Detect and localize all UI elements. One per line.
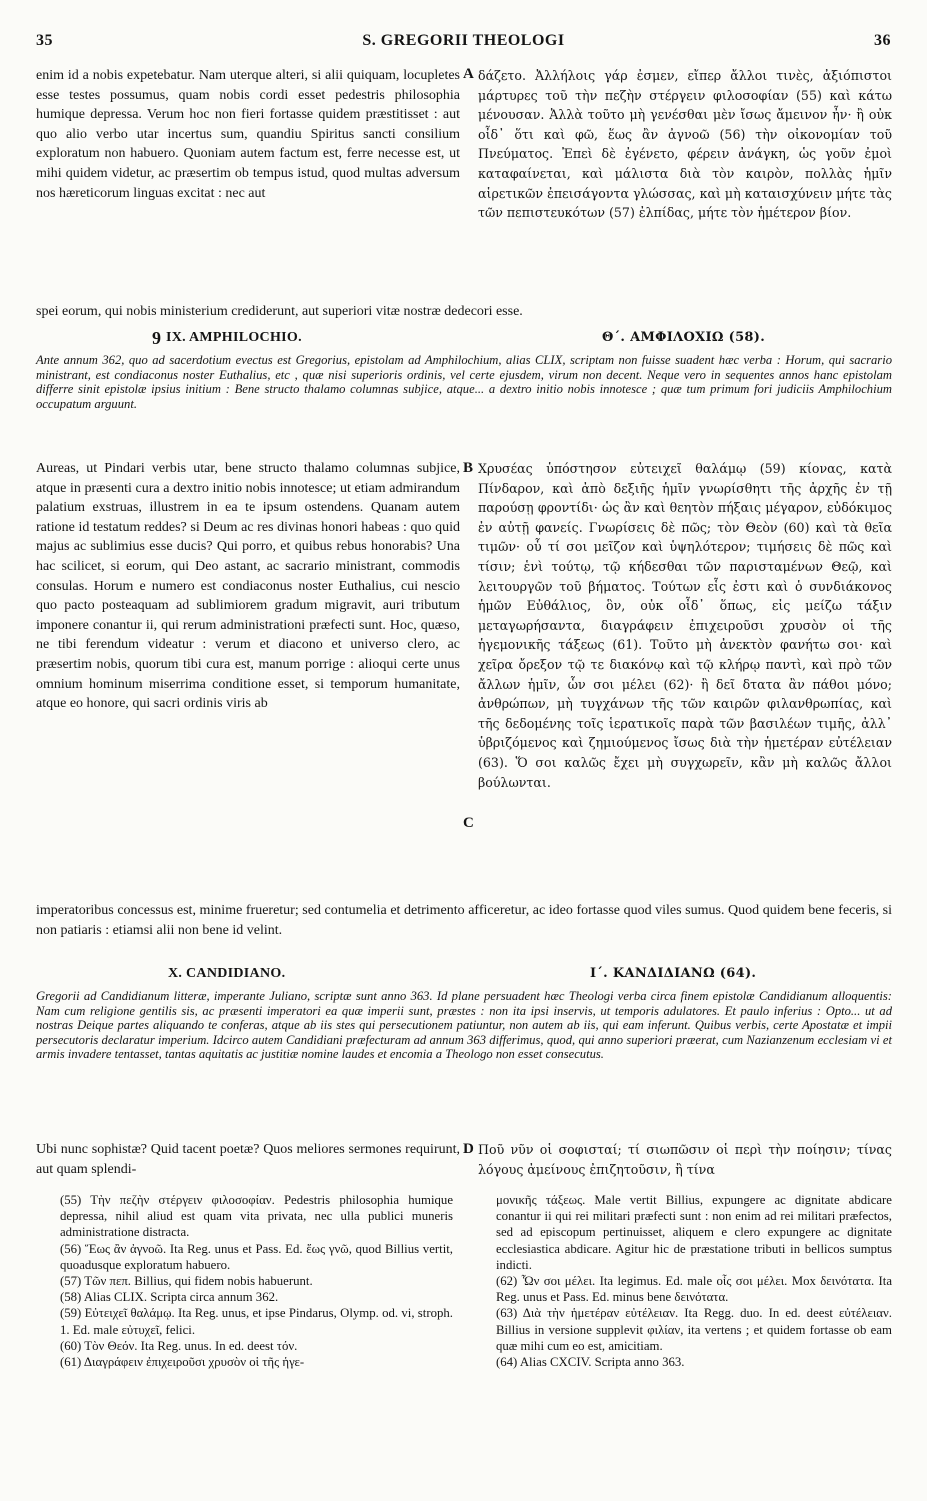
letter9-latin-column: Aureas, ut Pindari verbis utar, bene structo thalamo columnas subjice, atque in præsenti cura a dextro initio nobis innotesce; ut etiam admirandum palatium exstruas, illustrem in ea te ipsum ostendens. Quanam autem ratione id testatum reddes? si Deum ac res divinas honori habeas : quo quid majus ac sublimius esse ducis? Qui porro, et quibus rebus honorabis? Una hac scilicet, si eorum, qui Deo astant, ac sacrario ministrant, commodis consulas. Horum e numero est condiaconus noster Euthalius, cui nescio quo pacto posteaquam ad sublimiorem gradum migravit, auri tributum imponere conantur ii, qui rerum administrationi præfecti sunt. Hoc, quæso, ne tibi ferendum videatur : verum et diacono et universo clero, ac præsertim nobis, quorum tibi cura est, manum porrige : alioqui certe unus omnium hominum miserrima conditione esset, si temporum humanitate, atque eo honore, qui sacri ordinis viris ab	[36, 461, 460, 712]
footnote: (61) Διαγράφειν ἐπιχειροῦσι χρυσὸν οἱ τῆς ἡγε-	[60, 1355, 305, 1370]
margin-letter-d: D	[463, 1141, 474, 1157]
letter9-intro: Ante annum 362, quo ad sacerdotium evectus est Gregorius, epistolam ad Amphilochium, alias CLIX, scriptam non fuisse suadent hæc verba : Horum, qui sacrario ministrant, est condiaconus noster Euthalius, etc , quæ nisi superioris ordinis, vel certe ejusdem, virum non decent. Neque vero in sequentes annos hanc epistolam differre sinit epistolæ ipsius initium : Bene structo thalamo columnas subjice, atque... a dextro initio nobis innotesce ; quæ tum primum fori judiciis Amphilochium occupatum arguunt.	[36, 353, 892, 411]
letter8-greek-column: δάζετο. Ἀλλήλοις γάρ ἐσμεν, εἴπερ ἄλλοι τινὲς, ἀξιόπιστοι μάρτυρες τοῦ τὴν πεζὴν στέργειν φιλοσοφίαν (55) καὶ κάτω μένουσαν. Ἀλλὰ τοῦτο μὴ γενέσθαι μὲν ἴσως ἄμεινον ἦν· ἢ οὐκ οἶδ᾽ ὅτι καὶ φῶ, ἕως ἂν ἀγνοῶ (56) τὴν οἰκονομίαν τοῦ Πνεύματος. Ἐπεὶ δὲ ἐγένετο, φέρειν ἀνάγκη, ὡς γοῦν ἐμοὶ καταφαίνεται, καὶ μάλιστα διὰ τὸν καιρὸν, πολλὰς ἡμῖν αἱρετικῶν ἐπεισάγοντα γλώσσας, καὶ μὴ καταισχύνειν μήτε τὰς τῶν πεπιστευκότων (57) ἐλπίδας, μήτε τὸν ἡμέτερον βίον.	[478, 68, 892, 221]
letter9-title-latin: IX. AMPHILOCHIO.	[166, 330, 302, 345]
footnotes-left	[60, 1192, 453, 1462]
right-page-number: 36	[874, 32, 891, 49]
running-header	[36, 32, 891, 54]
letter8-closing: spei eorum, qui nobis ministerium crediderunt, aut superiori vitæ nostræ dedecori esse.	[36, 304, 523, 319]
footnote: (64) Alias CXCIV. Scripta anno 363.	[496, 1355, 685, 1370]
footnote: (63) Διὰ τὴν ἡμετέραν εὐτέλειαν. Ita Regg. duo. In ed. deest εὐτέλειαν. Billius in versione supplevit φιλίαν, ita vertens ; et quidem fortasse ob eam quæ mihi cum eo est, amicitiam.	[496, 1306, 892, 1353]
footnote: (55) Τὴν πεζὴν στέργειν φιλοσοφίαν. Pedestris philosophia humique depressa, nihil aliud est quam vita privata, nec ulla publici muneris administratione distracta.	[60, 1193, 453, 1240]
margin-letter-c: C	[463, 815, 474, 831]
letter10-title-latin: X. CANDIDIANO.	[168, 966, 286, 981]
letter9-title-greek: Θ΄. ΑΜΦΙΛΟΧΙΩ (58).	[602, 330, 766, 345]
letter10-intro: Gregorii ad Candidianum litteræ, imperante Juliano, scriptæ sunt anno 363. Id plane persuadent hæc Theologi verba circa finem epistolæ Candidianum alloquentis: Nam cum religione gentilis sis, ac præsenti imperatori ea quæ imperii sunt, præstes : non ita ipsi inservis, ut temporis adulatores. Et paulo inferius : Opto... ut ad nostras Deique partes aliquando te conferas, atque ab iis stes qui persecutionem patiuntur, non autem ab iis, qui eam inferunt. Quibus verbis, certe Apostatæ et impii persecutoris declaratur imperium. Idcirco autem Candidiani præfecturam ad annum 363 differimus, quod, qui anno superiori præerat, cum Nazianzenum ecclesiam vi et armis invadere tentasset, tantas aquitatis ac justitiæ nomine laudes et encomia a Theologo non esset consecutus.	[36, 989, 892, 1062]
footnote: (62) Ὧν σοι μέλει. Ita legimus. Ed. male οἷς σοι μέλει. Mox δεινότατα. Ita Reg. unus et Pass. Ed. minus bene δεινότατα.	[496, 1274, 892, 1305]
footnote: μονικῆς τάξεως. Male vertit Billius, expungere ac dignitate abdicare conantur ii qui rei militari præfecti sunt : non enim ad rei militari præfectos, sed ad episcopum pertinuisset, aliquem e clero expungere ac dignitate ecclesiastica abdicare. Agitur hic de præstatione tributi in bellicos sumptus indicti.	[496, 1193, 892, 1272]
letter10-greek-column: Ποῦ νῦν οἱ σοφισταί; τί σιωπῶσιν οἱ περὶ τὴν ποίησιν; τίνας λόγους ἀμείνους ἐπιζητοῦσιν, ἢ τίνα	[478, 1142, 892, 1177]
letter9-closing: imperatoribus concessus est, minime frueretur; sed contumelia et detrimento afficeretur, ac ideo fortasse quod viles sumus. Quod quidem bene feceris, si non patiaris : etiamsi alii non bene id velint.	[36, 903, 892, 938]
footnote: (60) Τὸν Θεόν. Ita Reg. unus. In ed. deest τόν.	[60, 1338, 298, 1353]
footnote: (56) Ἕως ἂν ἀγνοῶ. Ita Reg. unus et Pass. Ed. ἕως γνῶ, quod Billius vertit, quoadusque exploratum habuero.	[60, 1241, 453, 1272]
footnote: (57) Τῶν πεπ. Billius, qui fidem nobis habuerunt.	[60, 1274, 313, 1289]
footnote: (58) Alias CLIX. Scripta circa annum 362.	[60, 1290, 279, 1305]
footnote: (59) Εὐτειχεῖ θαλάμῳ. Ita Reg. unus, et ipse Pindarus, Olymp. od. vi, stroph. 1. Ed. male εὐτυχεῖ, felici.	[60, 1306, 453, 1337]
running-title: S. GREGORII THEOLOGI	[362, 32, 565, 49]
margin-letter-b: B	[463, 460, 474, 476]
letter10-title-greek: Ι΄. ΚΑΝΔΙΔΙΑΝΩ (64).	[590, 966, 757, 981]
letter10-latin-column: Ubi nunc sophistæ? Quid tacent poetæ? Quos meliores sermones requirunt, aut quam splendi-	[36, 1142, 460, 1177]
footnotes-right	[496, 1192, 892, 1462]
left-page-number: 35	[36, 32, 53, 49]
margin-letter-a: A	[463, 66, 474, 82]
letter8-latin-column: enim id a nobis expetebatur. Nam uterque alteri, si alii quiquam, locupletes esse testes possumus, quam nobis cordi esset pedestris philosophia humique depressa. Verum hoc non fieri fortasse quidem præstitisset : aut quo alio verbo utar incertus sum, quandiu Spiritus sancti consilium exploratum non habuero. Quoniam autem factum est, ferre necesse est, ut mihi quidem videtur, ac præsertim ob tempus istud, quod multas adversum nos hæreticorum linguas excitat : nec aut	[36, 68, 460, 201]
letter9-greek-column: Χρυσέας ὑπόστησον εὐτειχεῖ θαλάμῳ (59) κίονας, κατὰ Πίνδαρον, καὶ ἀπὸ δεξιῆς ἡμῖν γνωρίσθητι τῆς ἀρχῆς ἐν τῇ παρούσῃ φροντίδι· ὡς ἂν καὶ θεητὸν πήξαις μέγαρον, εὐδόκιμος ἐν αὐτῇ φανείς. Γνωρίσεις δὲ πῶς; τὸν Θεὸν (60) καὶ τὰ θεῖα τιμῶν· οὗ τί σοι μεῖζον καὶ ὑψηλότερον; τιμήσεις δὲ πῶς καὶ τίσιν; ἑνὶ τούτῳ, τῷ κήδεσθαι τῶν παρισταμένων Θεῷ, καὶ λειτουργῶν τοῦ βήματος. Τούτων εἷς ἐστι καὶ ὁ συνδιάκονος ἡμῶν Εὐθάλιος, ὃν, οὐκ οἶδ᾽ ὅπως, εἰς μείζω τάξιν μεταγωρήσαντα, διαγράφειν ἐπιχειροῦσι χρυσὸν οἱ τῆς ἡγεμονικῆς τάξεως (61). Τοῦτο μὴ ἀνεκτὸν φανήτω σοι· καὶ χεῖρα ὄρεξον τῷ τε διακόνῳ καὶ τῷ κλήρῳ παντὶ, καὶ πρὸ τῶν ἄλλων ἡμῖν, ὧν σοι μέλει (62)· ἢ δεῖ δτατα ἂν πάθοι μόνο; ἀνθρώπων, μὴ τυγχάνων τῆς τῶν καιρῶν φιλανθρωπίας, καὶ τῆς δεδομένης τοῖς ἱερατικοῖς παρὰ τῶν βασιλέων τιμῆς, ἀλλ᾽ ὑβριζόμενος καὶ ζημιούμενος ἴσως διὰ τὴν ἡμετέραν εὐτέλειαν (63). Ὅ σοι καλῶς ἔχει μὴ συγχωρεῖν, κἂν μὴ καλῶς ἄλλοι βούλωνται.	[478, 461, 892, 790]
letter-number-glyph: 9	[152, 328, 161, 348]
